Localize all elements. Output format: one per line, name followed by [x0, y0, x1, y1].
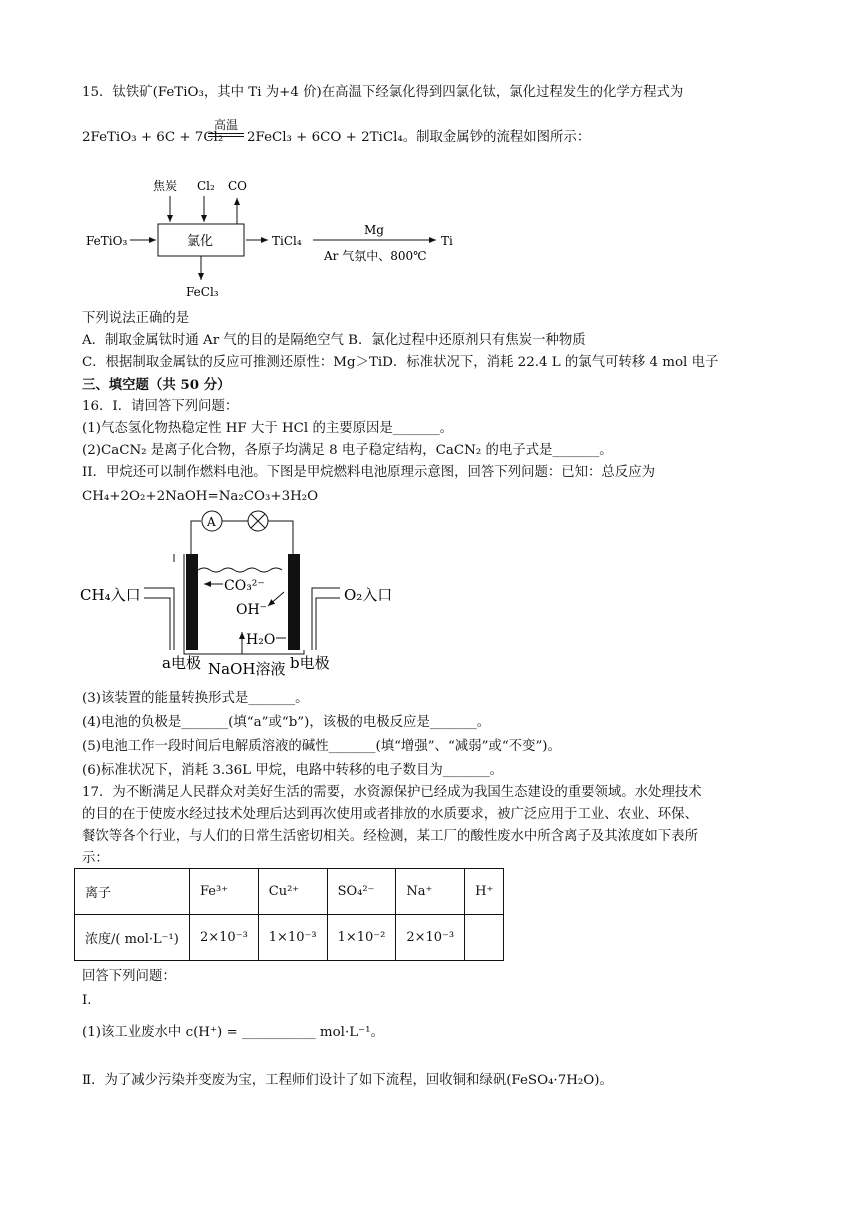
equation-equals-sign [208, 133, 244, 137]
q17-paragraph-2: 的目的在于使废水经过技术处理后达到再次使用或者排放的水质要求，被广泛应用于工业、农业、环保、 [82, 807, 698, 822]
q16-part2: II．甲烷还可以制作燃料电池。下图是甲烷燃料电池原理示意图，回答下列问题：已知：总反应为 [82, 465, 655, 480]
equation-tail: 。制取金属钞的流程如图所示： [402, 130, 591, 145]
section-title: 三、填空题（共 50 分） [82, 377, 231, 393]
table-row [75, 915, 504, 961]
table-cell: 1×10⁻² [327, 915, 396, 961]
electrode-b-label: b电极 [290, 654, 330, 672]
table-cell: 浓度/( mol·L⁻¹) [75, 915, 190, 961]
electrode-a [186, 554, 198, 650]
table-header-cell: SO₄²⁻ [327, 869, 396, 915]
hydroxide-ion-label: OH⁻ [236, 602, 268, 618]
table-header-cell: Fe³⁺ [190, 869, 259, 915]
q15-stem: 15．钛铁矿(FeTiO₃，其中 Ti 为+4 价)在高温下经氯化得到四氯化钛，氯化过程发生的化学方程式为 [82, 85, 684, 100]
q17-paragraph-1: 17．为不断满足人民群众对美好生活的需要，水资源保护已经成为我国生态建设的重要领域。水处理技术 [82, 785, 702, 800]
electrode-b [288, 554, 300, 650]
equation-products: 2FeCl₃ + 6CO + 2TiCl₄ [247, 130, 403, 145]
table-cell: 2×10⁻³ [396, 915, 465, 961]
q15-options-ab: A．制取金属钛时通 Ar 气的目的是隔绝空气 B．氯化过程中还原剂只有焦炭一种物质 [82, 333, 586, 348]
q16-q2: (2)CaCN₂ 是离子化合物，各原子均满足 8 电子稳定结构，CaCN₂ 的电子式是_______。 [82, 443, 613, 458]
table-header-cell: Cu²⁺ [258, 869, 327, 915]
q16-part1: 16．I．请回答下列问题： [82, 399, 239, 414]
flow-box-label: 氯化 [187, 234, 214, 249]
table-cell: 2×10⁻³ [190, 915, 259, 961]
equation-right [247, 129, 590, 147]
electrode-a-label: a电极 [162, 654, 201, 672]
table-header-cell: 离子 [75, 869, 190, 915]
ch4-inlet-bottom [144, 598, 170, 650]
electrolyte-container [184, 650, 304, 654]
fuel-cell-diagram [78, 508, 418, 678]
q16-q3: (3)该装置的能量转换形式是_______。 [82, 691, 309, 706]
q16-q6: (6)标准状况下，消耗 3.36L 甲烷，电路中转移的电子数目为_______。 [82, 763, 504, 778]
o2-inlet-bottom [316, 598, 340, 650]
flow-coke-label: 焦炭 [153, 179, 178, 193]
q17-part2: Ⅱ．为了减少污染并变废为宝，工程师们设计了如下流程，回收铜和绿矾(FeSO₄·7H₂O)。 [82, 1073, 613, 1088]
q17-paragraph-4: 示： [82, 851, 109, 866]
ion-concentration-table [74, 868, 504, 961]
titanium-flow-diagram [80, 172, 460, 302]
equation-left: 2FeTiO₃ + 6C + 7Cl₂ [82, 130, 224, 145]
ammeter-label: A [207, 515, 216, 529]
flow-fecl3-label: FeCl₃ [186, 285, 219, 299]
table-header-cell: H⁺ [465, 869, 504, 915]
q17-paragraph-3: 餐饮等各个行业，与人们的日常生活密切相关。经检测，某工厂的酸性废水中所含离子及其浓度如下表所 [82, 829, 698, 844]
liquid-surface [198, 568, 282, 572]
water-label: H₂O [246, 632, 276, 648]
wire-left [191, 521, 201, 556]
flow-condition-label: Ar 气氛中、800℃ [324, 249, 427, 263]
flow-co-label: CO [228, 179, 248, 193]
q17-q1: (1)该工业废水中 c(H⁺) = ___________ mol·L⁻¹。 [82, 1025, 384, 1040]
o2-inlet-label: O₂入口 [344, 586, 393, 604]
q15-equation [82, 129, 223, 147]
q16-q1: (1)气态氢化物热稳定性 HF 大于 HCl 的主要原因是_______。 [82, 421, 454, 436]
table-cell [465, 915, 504, 961]
equation-condition: 高温 [214, 118, 239, 132]
q17-part1-heading: Ⅰ. [82, 993, 92, 1008]
q17-answer-prompt: 回答下列问题： [82, 969, 176, 984]
wire-right [268, 521, 293, 556]
q16-q5: (5)电池工作一段时间后电解质溶液的碱性_______(填“增强”、“减弱”或“不变”)。 [82, 739, 561, 754]
electrolyte-label: NaOH溶液 [208, 660, 286, 678]
hydroxide-arrow [268, 592, 284, 606]
table-row [75, 869, 504, 915]
carbonate-ion-label: CO₃²⁻ [224, 578, 265, 594]
table-header-cell: Na⁺ [396, 869, 465, 915]
flow-ti-label: Ti [441, 234, 453, 248]
q15-options-cd: C．根据制取金属钛的反应可推测还原性：Mg＞TiD．标准状况下，消耗 22.4 L 的氯气可转移 4 mol 电子 [82, 355, 719, 370]
q15-prompt: 下列说法正确的是 [82, 311, 190, 326]
flow-ticl4-label: TiCl₄ [272, 234, 302, 248]
q16-total-reaction: CH₄+2O₂+2NaOH=Na₂CO₃+3H₂O [82, 489, 319, 504]
table-cell: 1×10⁻³ [258, 915, 327, 961]
flow-feed-label: FeTiO₃ [86, 234, 128, 248]
flow-mg-label: Mg [364, 223, 384, 237]
q16-q4: (4)电池的负极是_______(填“a”或“b”)，该极的电极反应是_______。 [82, 715, 491, 730]
ch4-inlet-label: CH₄入口 [80, 586, 141, 604]
flow-cl2-label: Cl₂ [197, 179, 215, 193]
